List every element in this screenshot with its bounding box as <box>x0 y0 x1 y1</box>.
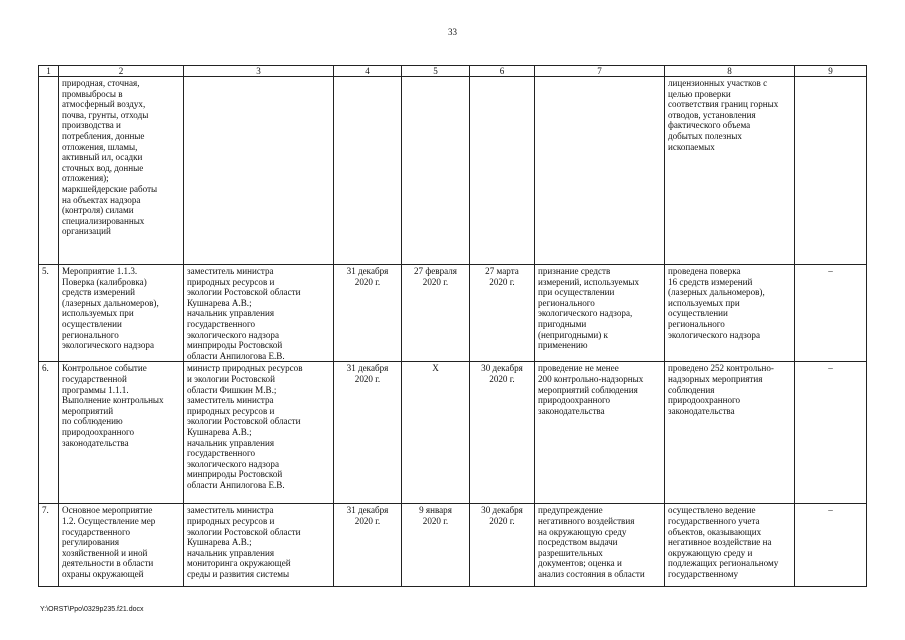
page-number: 33 <box>448 27 457 37</box>
table-row-5 <box>39 265 867 362</box>
row-number-cell <box>39 77 59 265</box>
column-header: 7 <box>535 66 665 77</box>
notes-cell <box>795 77 867 265</box>
expected-result-cell: предупреждение негативного воздействия на окружающую среду посредством выдачи разрешительных документов; оценка и анализ состояния в области <box>535 504 665 587</box>
column-header: 3 <box>184 66 334 77</box>
row-number-cell: 7. <box>39 504 59 587</box>
column-header: 8 <box>665 66 795 77</box>
end-date-cell: 27 марта 2020 г. <box>470 265 535 362</box>
expected-result-cell <box>535 77 665 265</box>
table-row-7 <box>39 504 867 587</box>
table-header-row <box>39 66 867 77</box>
expected-result-cell: признание средств измерений, используемых при осуществлении регионального экологического надзора, пригодными (непригодными) к применению <box>535 265 665 362</box>
column-header: 4 <box>334 66 402 77</box>
column-header: 6 <box>470 66 535 77</box>
column-header: 1 <box>39 66 59 77</box>
row-number-cell: 6. <box>39 362 59 504</box>
notes-cell: – <box>795 265 867 362</box>
actual-result-cell: осуществлено ведение государственного учета объектов, оказывающих негативное воздействие на окружающую среду и подлежащих региональному государственному <box>665 504 795 587</box>
table-row-continuation <box>39 77 867 265</box>
start-date-cell: X <box>402 362 470 504</box>
column-header: 5 <box>402 66 470 77</box>
start-date-cell <box>402 77 470 265</box>
notes-cell: – <box>795 362 867 504</box>
report-table <box>38 65 867 587</box>
end-date-cell: 30 декабря 2020 г. <box>470 362 535 504</box>
activity-cell: Контрольное событие государственной программы 1.1.1. Выполнение контрольных мероприятий по соблюдению природоохранного законодательства <box>59 362 184 504</box>
planned-date-cell: 31 декабря 2020 г. <box>334 362 402 504</box>
end-date-cell: 30 декабря 2020 г. <box>470 504 535 587</box>
activity-cell: Основное мероприятие 1.2. Осуществление мер государственного регулирования хозяйственной и иной деятельности в области охраны окружающей <box>59 504 184 587</box>
start-date-cell: 9 января 2020 г. <box>402 504 470 587</box>
responsible-cell <box>184 77 334 265</box>
notes-cell: – <box>795 504 867 587</box>
activity-cell: природная, сточная, промвыбросы в атмосферный воздух, почва, грунты, отходы производства и потребления, донные отложения, шламы, активный ил, осадки сточных вод, донные отложения); маркшейдерские работы на объектах надзора (контроля) силами специализированных организаций <box>59 77 184 265</box>
table-row-6 <box>39 362 867 504</box>
planned-date-cell <box>334 77 402 265</box>
expected-result-cell: проведение не менее 200 контрольно-надзорных мероприятий соблюдения природоохранного законодательства <box>535 362 665 504</box>
responsible-cell: министр природных ресурсов и экологии Ростовской области Фишкин М.В.; заместитель министра природных ресурсов и экологии Ростовской области Кушнарева А.В.; начальник управления государственного экологического надзора минприроды Ростовской области Анпилогова Е.В. <box>184 362 334 504</box>
responsible-cell: заместитель министра природных ресурсов и экологии Ростовской области Кушнарева А.В.; начальник управления государственного экологического надзора минприроды Ростовской области Анпилогова Е.В. <box>184 265 334 362</box>
activity-cell: Мероприятие 1.1.3. Поверка (калибровка) средств измерений (лазерных дальномеров), используемых при осуществлении регионального экологического надзора <box>59 265 184 362</box>
planned-date-cell: 31 декабря 2020 г. <box>334 504 402 587</box>
end-date-cell <box>470 77 535 265</box>
planned-date-cell: 31 декабря 2020 г. <box>334 265 402 362</box>
actual-result-cell: проведено 252 контрольно- надзорных мероприятия соблюдения природоохранного законодательства <box>665 362 795 504</box>
column-header: 2 <box>59 66 184 77</box>
actual-result-cell: лицензионных участков с целью проверки соответствия границ горных отводов, установления фактического объема добытых полезных ископаемых <box>665 77 795 265</box>
document-file-path: Y:\ORST\Ppo\0329p235.f21.docx <box>40 606 144 613</box>
responsible-cell: заместитель министра природных ресурсов и экологии Ростовской области Кушнарева А.В.; начальник управления мониторинга окружающей среды и развития системы <box>184 504 334 587</box>
row-number-cell: 5. <box>39 265 59 362</box>
start-date-cell: 27 февраля 2020 г. <box>402 265 470 362</box>
column-header: 9 <box>795 66 867 77</box>
actual-result-cell: проведена поверка 16 средств измерений (лазерных дальномеров), используемых при осуществлении регионального экологического надзора <box>665 265 795 362</box>
